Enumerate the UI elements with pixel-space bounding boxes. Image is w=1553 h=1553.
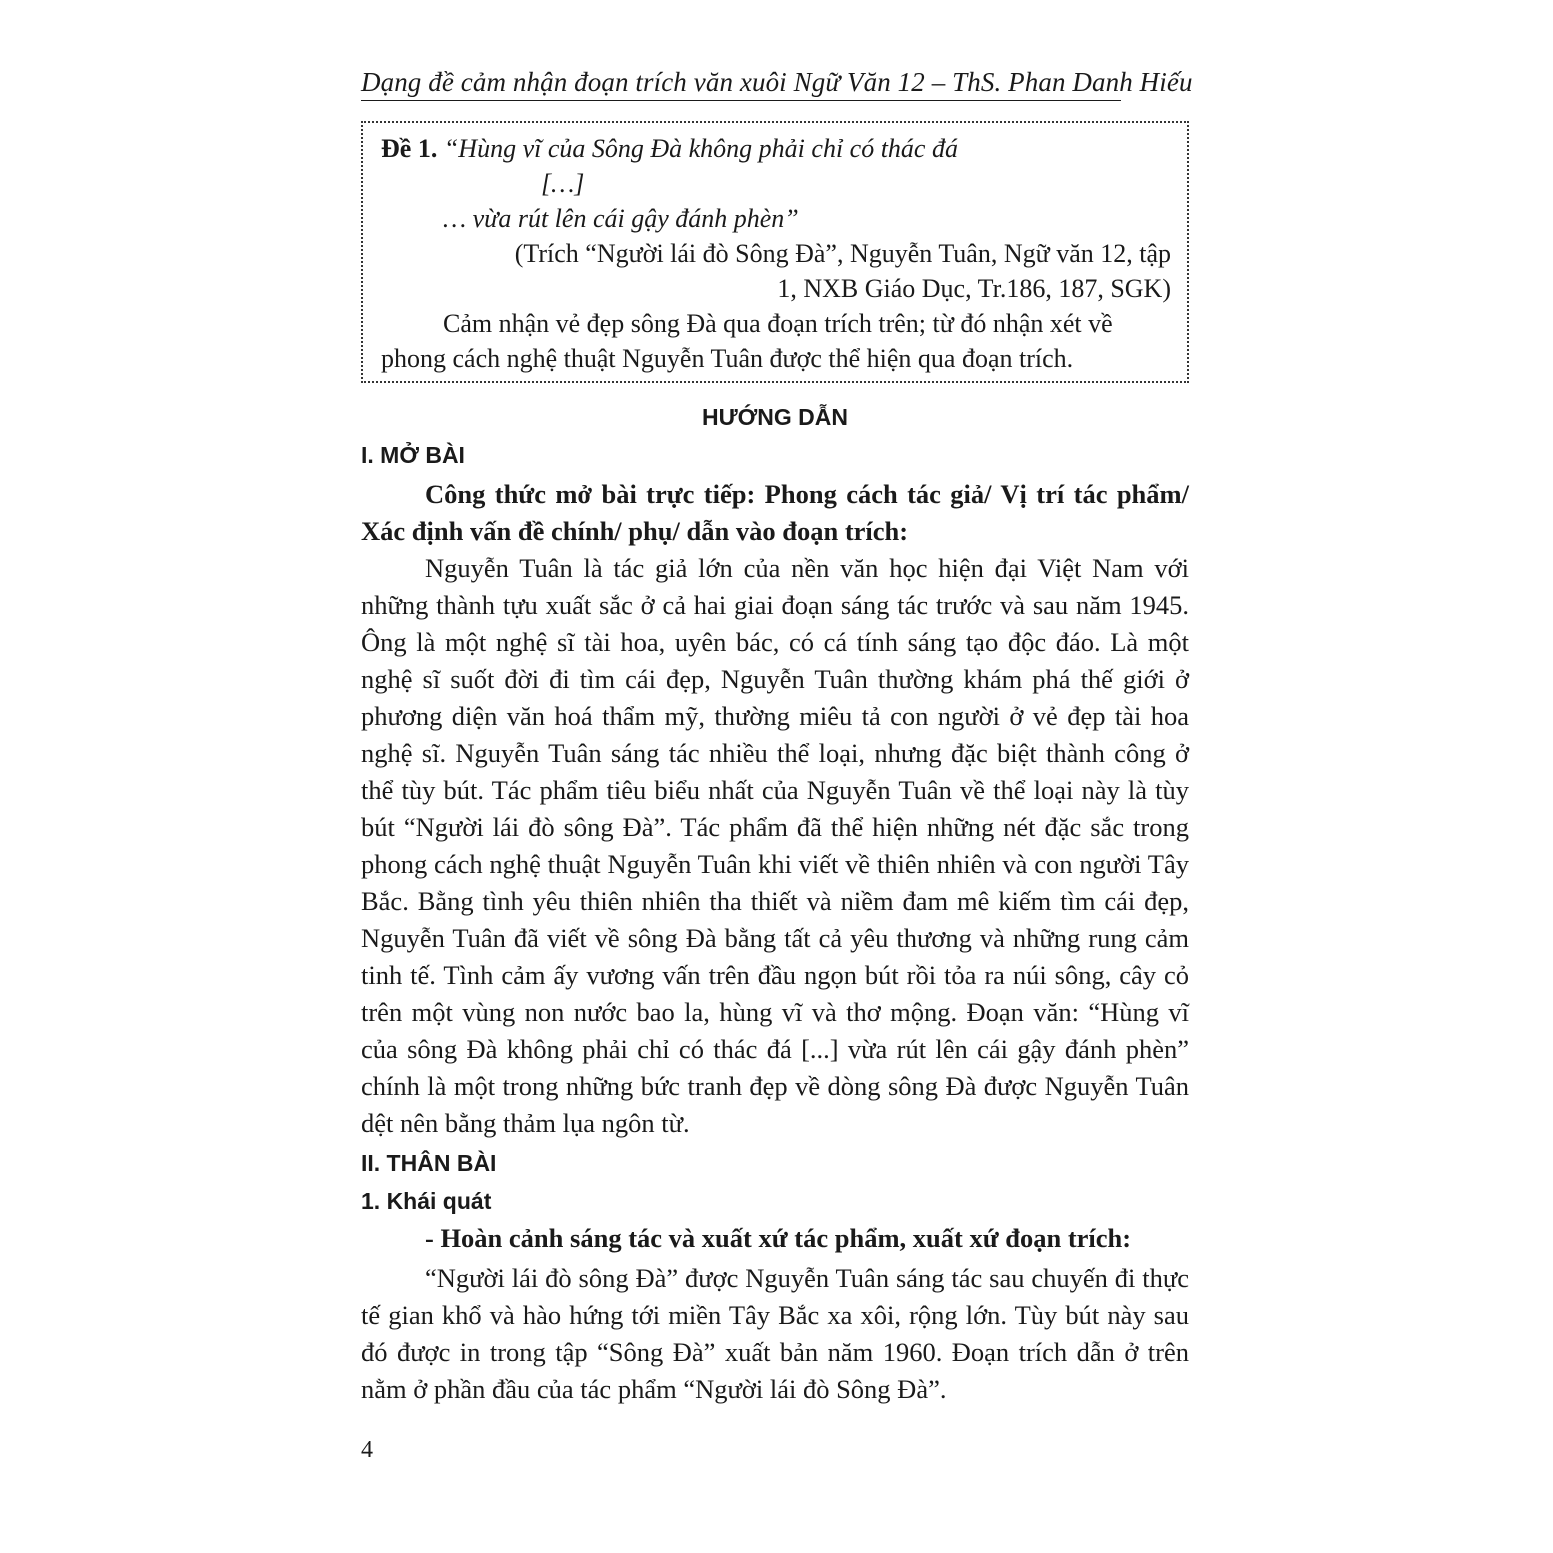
context-heading: - Hoàn cảnh sáng tác và xuất xứ tác phẩm, xuất xứ đoạn trích:	[425, 1223, 1132, 1253]
prompt-ellipsis-text: […]	[541, 169, 585, 198]
context-paragraph-block	[361, 1260, 1189, 1408]
guide-title: HƯỚNG DẪN	[701, 404, 849, 430]
prompt-task-line-2: phong cách nghệ thuật Nguyễn Tuân được thể hiện qua đoạn trích.	[381, 344, 1074, 373]
page-number: 4	[361, 1437, 373, 1463]
intro-paragraph: Nguyễn Tuân là tác giả lớn của nền văn học hiện đại Việt Nam với những thành tựu xuất sắc ở cả hai giai đoạn sáng tác trước và sau năm 1945. Ông là một nghệ sĩ tài hoa, uyên bác, có cá tính sáng tạo độc đáo. Là một nghệ sĩ suốt đời đi tìm cái đẹp, Nguyễn Tuân thường khám phá thế giới ở phương diện văn hoá thẩm mỹ, thường miêu tả con người ở vẻ đẹp tài hoa nghệ sĩ. Nguyễn Tuân sáng tác nhiều thể loại, nhưng đặc biệt thành công ở thể tùy bút. Tác phẩm tiêu biểu nhất của Nguyễn Tuân về thể loại này là tùy bút “Người lái đò sông Đà”. Tác phẩm đã thể hiện những nét đặc sắc trong phong cách nghệ thuật Nguyễn Tuân khi viết về thiên nhiên và con người Tây Bắc. Bằng tình yêu thiên nhiên tha thiết và niềm đam mê kiếm tìm cái đẹp, Nguyễn Tuân đã viết về sông Đà bằng tất cả yêu thương và những rung cảm tinh tế. Tình cảm ấy vương vấn trên đầu ngọn bút rồi tỏa ra núi sông, cây cỏ trên một vùng non nước bao la, hùng vĩ và thơ mộng. Đoạn văn: “Hùng vĩ của sông Đà không phải chỉ có thác đá [...] vừa rút lên cái gậy đánh phèn” chính là một trong những bức tranh đẹp về dòng sông Đà được Nguyễn Tuân dệt nên bằng thảm lụa ngôn từ.	[361, 553, 1189, 1138]
prompt-first-line	[381, 131, 958, 166]
intro-paragraph-block	[361, 550, 1189, 1142]
context-paragraph: “Người lái đò sông Đà” được Nguyễn Tuân sáng tác sau chuyến đi thực tế gian khổ và hào hứng tới miền Tây Bắc xa xôi, rộng lớn. Tùy bút này sau đó được in trong tập “Sông Đà” xuất bản năm 1960. Đoạn trích dẫn ở trên nằm ở phần đầu của tác phẩm “Người lái đò Sông Đà”.	[361, 1263, 1189, 1404]
prompt-task-line-1: Cảm nhận vẻ đẹp sông Đà qua đoạn trích trên; từ đó nhận xét về	[443, 309, 1113, 338]
prompt-label: Đề 1.	[381, 134, 438, 163]
context-heading-block	[361, 1220, 1189, 1257]
prompt-quote-start: “Hùng vĩ của Sông Đà không phải chỉ có thác đá	[443, 134, 958, 163]
section-heading-intro: I. MỞ BÀI	[361, 442, 465, 468]
subsection-heading-overview: 1. Khái quát	[361, 1188, 492, 1214]
intro-formula-text: Công thức mở bài trực tiếp: Phong cách tác giả/ Vị trí tác phẩm/ Xác định vấn đề chính/ phụ/ dẫn vào đoạn trích:	[361, 479, 1189, 546]
section-heading-body: II. THÂN BÀI	[361, 1150, 497, 1176]
running-header: Dạng đề cảm nhận đoạn trích văn xuôi Ngữ Văn 12 – ThS. Phan Danh Hiếu	[361, 64, 1121, 101]
prompt-source-line-2: 1, NXB Giáo Dục, Tr.186, 187, SGK)	[777, 274, 1171, 303]
prompt-ellipsis	[541, 166, 584, 201]
prompt-quote-end-text: … vừa rút lên cái gậy đánh phèn”	[443, 204, 799, 233]
prompt-quote-end	[443, 201, 799, 236]
prompt-source-line-1: (Trích “Người lái đò Sông Đà”, Nguyễn Tuân, Ngữ văn 12, tập	[514, 239, 1171, 268]
intro-formula	[361, 476, 1189, 550]
exercise-prompt-box	[361, 121, 1189, 383]
